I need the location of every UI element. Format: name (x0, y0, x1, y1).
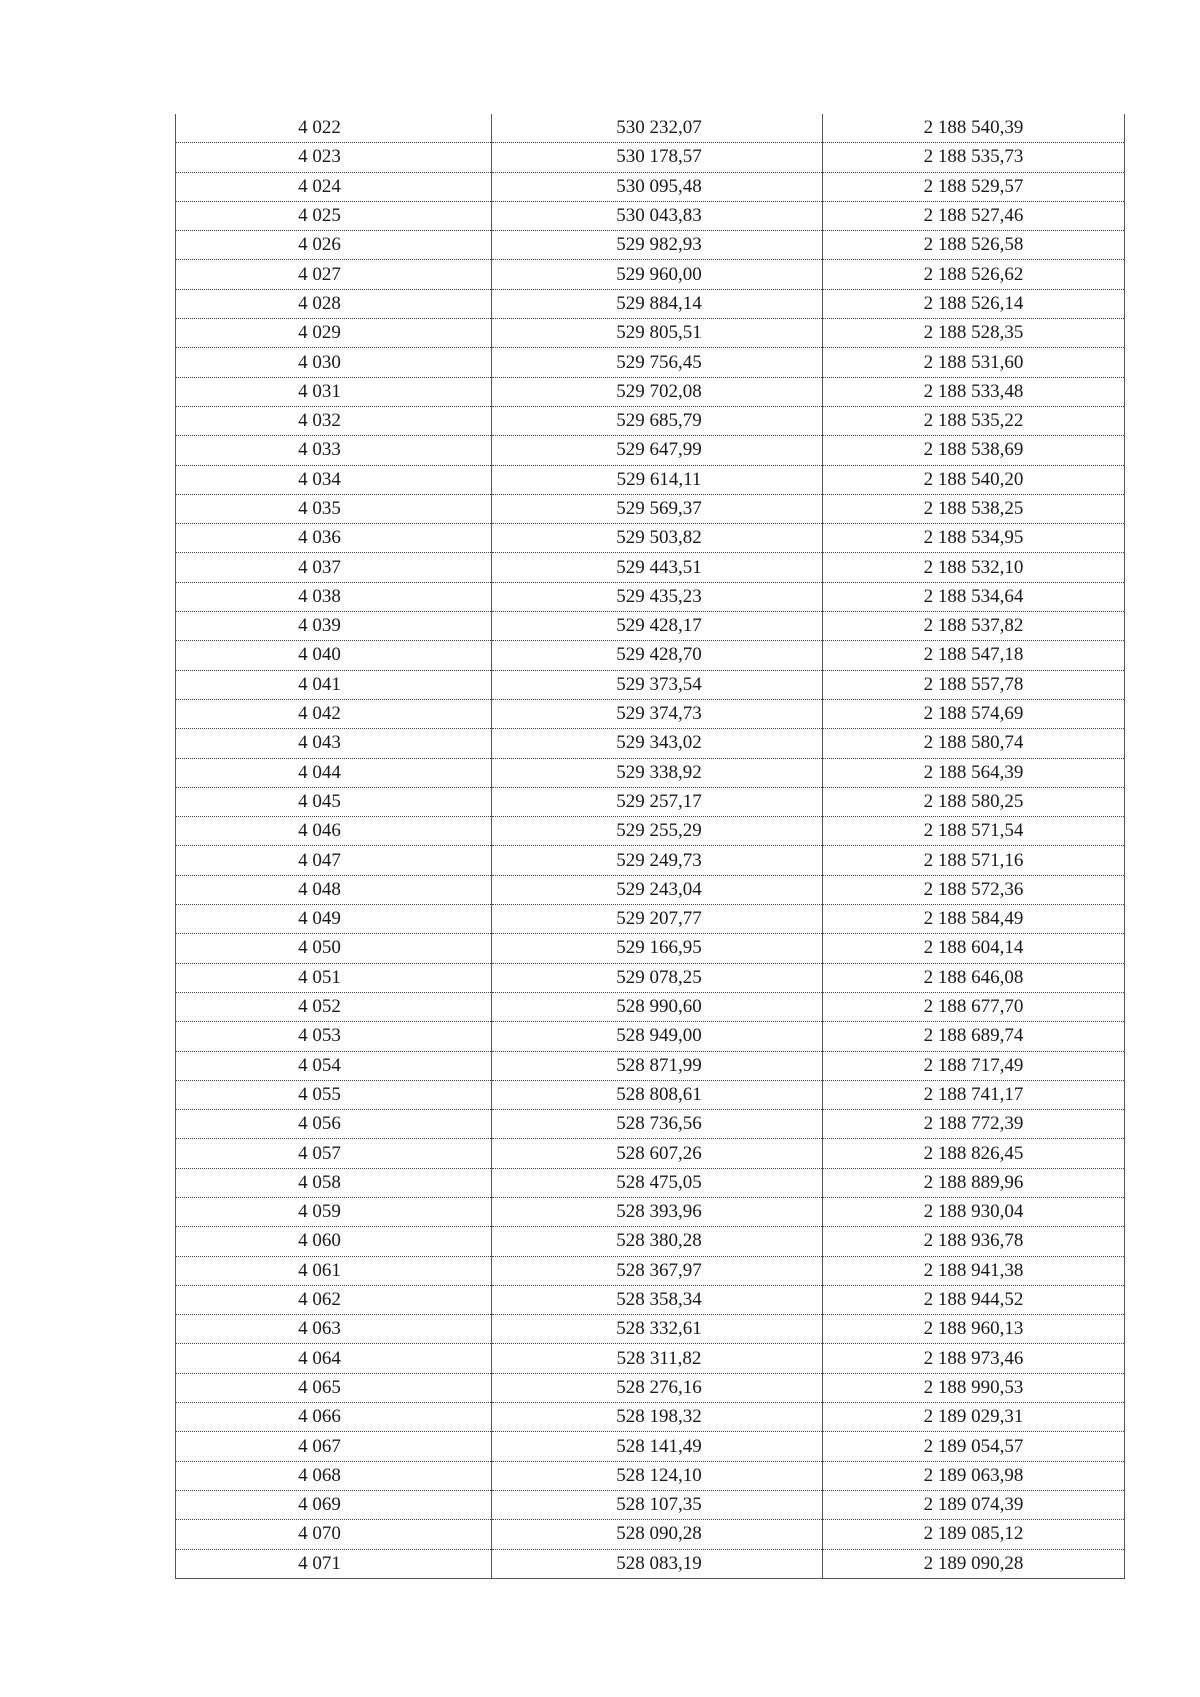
x-coordinate-cell: 528 736,56 (492, 1110, 823, 1139)
table-row (176, 260, 1125, 289)
x-coordinate-cell: 528 607,26 (492, 1139, 823, 1168)
point-number-cell: 4 044 (176, 758, 492, 787)
x-coordinate-cell: 529 257,17 (492, 787, 823, 816)
y-coordinate-cell: 2 188 547,18 (823, 641, 1125, 670)
point-number-cell: 4 025 (176, 201, 492, 230)
y-coordinate-cell: 2 188 540,20 (823, 465, 1125, 494)
y-coordinate-cell: 2 188 941,38 (823, 1256, 1125, 1285)
x-coordinate-cell: 528 949,00 (492, 1022, 823, 1051)
table-row (176, 1549, 1125, 1578)
x-coordinate-cell: 529 647,99 (492, 436, 823, 465)
coordinates-table (175, 114, 1125, 1579)
x-coordinate-cell: 530 043,83 (492, 201, 823, 230)
table-row (176, 582, 1125, 611)
x-coordinate-cell: 528 808,61 (492, 1080, 823, 1109)
point-number-cell: 4 065 (176, 1373, 492, 1402)
y-coordinate-cell: 2 188 534,95 (823, 524, 1125, 553)
table-row (176, 1403, 1125, 1432)
y-coordinate-cell: 2 188 540,39 (823, 114, 1125, 143)
x-coordinate-cell: 528 090,28 (492, 1520, 823, 1549)
x-coordinate-cell: 529 443,51 (492, 553, 823, 582)
y-coordinate-cell: 2 188 772,39 (823, 1110, 1125, 1139)
y-coordinate-cell: 2 188 572,36 (823, 875, 1125, 904)
table-row (176, 699, 1125, 728)
y-coordinate-cell: 2 188 535,73 (823, 143, 1125, 172)
table-row (176, 1520, 1125, 1549)
table-row (176, 348, 1125, 377)
y-coordinate-cell: 2 189 090,28 (823, 1549, 1125, 1578)
x-coordinate-cell: 528 871,99 (492, 1051, 823, 1080)
table-row (176, 641, 1125, 670)
y-coordinate-cell: 2 188 564,39 (823, 758, 1125, 787)
point-number-cell: 4 069 (176, 1490, 492, 1519)
table-row (176, 817, 1125, 846)
table-row (176, 1080, 1125, 1109)
point-number-cell: 4 066 (176, 1403, 492, 1432)
table-row (176, 231, 1125, 260)
table-row (176, 992, 1125, 1021)
x-coordinate-cell: 528 475,05 (492, 1168, 823, 1197)
point-number-cell: 4 029 (176, 319, 492, 348)
table-row (176, 905, 1125, 934)
y-coordinate-cell: 2 188 930,04 (823, 1197, 1125, 1226)
x-coordinate-cell: 529 338,92 (492, 758, 823, 787)
point-number-cell: 4 036 (176, 524, 492, 553)
x-coordinate-cell: 529 435,23 (492, 582, 823, 611)
x-coordinate-cell: 530 232,07 (492, 114, 823, 143)
x-coordinate-cell: 529 343,02 (492, 729, 823, 758)
table-row (176, 1256, 1125, 1285)
table-row (176, 787, 1125, 816)
y-coordinate-cell: 2 188 574,69 (823, 699, 1125, 728)
point-number-cell: 4 028 (176, 289, 492, 318)
table-row (176, 465, 1125, 494)
point-number-cell: 4 030 (176, 348, 492, 377)
table-row (176, 172, 1125, 201)
point-number-cell: 4 061 (176, 1256, 492, 1285)
point-number-cell: 4 071 (176, 1549, 492, 1578)
y-coordinate-cell: 2 188 717,49 (823, 1051, 1125, 1080)
point-number-cell: 4 063 (176, 1315, 492, 1344)
y-coordinate-cell: 2 188 534,64 (823, 582, 1125, 611)
x-coordinate-cell: 528 311,82 (492, 1344, 823, 1373)
table-row (176, 1373, 1125, 1402)
point-number-cell: 4 027 (176, 260, 492, 289)
y-coordinate-cell: 2 188 527,46 (823, 201, 1125, 230)
point-number-cell: 4 048 (176, 875, 492, 904)
x-coordinate-cell: 529 685,79 (492, 406, 823, 435)
x-coordinate-cell: 530 178,57 (492, 143, 823, 172)
point-number-cell: 4 058 (176, 1168, 492, 1197)
table-row (176, 934, 1125, 963)
table-row (176, 289, 1125, 318)
x-coordinate-cell: 529 166,95 (492, 934, 823, 963)
table-row (176, 875, 1125, 904)
table-row (176, 1315, 1125, 1344)
x-coordinate-cell: 528 141,49 (492, 1432, 823, 1461)
point-number-cell: 4 047 (176, 846, 492, 875)
point-number-cell: 4 062 (176, 1285, 492, 1314)
y-coordinate-cell: 2 188 526,62 (823, 260, 1125, 289)
y-coordinate-cell: 2 188 535,22 (823, 406, 1125, 435)
point-number-cell: 4 060 (176, 1227, 492, 1256)
point-number-cell: 4 040 (176, 641, 492, 670)
table-row (176, 406, 1125, 435)
table-row (176, 758, 1125, 787)
x-coordinate-cell: 529 374,73 (492, 699, 823, 728)
y-coordinate-cell: 2 188 532,10 (823, 553, 1125, 582)
table-row (176, 1344, 1125, 1373)
point-number-cell: 4 037 (176, 553, 492, 582)
y-coordinate-cell: 2 188 529,57 (823, 172, 1125, 201)
x-coordinate-cell: 528 367,97 (492, 1256, 823, 1285)
x-coordinate-cell: 528 332,61 (492, 1315, 823, 1344)
table-row (176, 846, 1125, 875)
point-number-cell: 4 031 (176, 377, 492, 406)
y-coordinate-cell: 2 188 526,14 (823, 289, 1125, 318)
y-coordinate-cell: 2 188 528,35 (823, 319, 1125, 348)
y-coordinate-cell: 2 188 584,49 (823, 905, 1125, 934)
x-coordinate-cell: 529 614,11 (492, 465, 823, 494)
point-number-cell: 4 053 (176, 1022, 492, 1051)
coordinates-table-body (176, 114, 1125, 1578)
x-coordinate-cell: 529 756,45 (492, 348, 823, 377)
point-number-cell: 4 050 (176, 934, 492, 963)
table-row (176, 1197, 1125, 1226)
point-number-cell: 4 068 (176, 1461, 492, 1490)
x-coordinate-cell: 530 095,48 (492, 172, 823, 201)
x-coordinate-cell: 528 107,35 (492, 1490, 823, 1519)
point-number-cell: 4 023 (176, 143, 492, 172)
x-coordinate-cell: 529 207,77 (492, 905, 823, 934)
x-coordinate-cell: 528 393,96 (492, 1197, 823, 1226)
y-coordinate-cell: 2 188 646,08 (823, 963, 1125, 992)
x-coordinate-cell: 529 255,29 (492, 817, 823, 846)
point-number-cell: 4 033 (176, 436, 492, 465)
x-coordinate-cell: 529 078,25 (492, 963, 823, 992)
y-coordinate-cell: 2 188 936,78 (823, 1227, 1125, 1256)
y-coordinate-cell: 2 188 990,53 (823, 1373, 1125, 1402)
table-row (176, 1110, 1125, 1139)
y-coordinate-cell: 2 188 571,54 (823, 817, 1125, 846)
table-row (176, 319, 1125, 348)
point-number-cell: 4 070 (176, 1520, 492, 1549)
y-coordinate-cell: 2 188 533,48 (823, 377, 1125, 406)
table-row (176, 1227, 1125, 1256)
y-coordinate-cell: 2 188 973,46 (823, 1344, 1125, 1373)
y-coordinate-cell: 2 189 074,39 (823, 1490, 1125, 1519)
x-coordinate-cell: 529 960,00 (492, 260, 823, 289)
x-coordinate-cell: 529 243,04 (492, 875, 823, 904)
y-coordinate-cell: 2 189 063,98 (823, 1461, 1125, 1490)
point-number-cell: 4 035 (176, 494, 492, 523)
table-row (176, 1022, 1125, 1051)
y-coordinate-cell: 2 188 526,58 (823, 231, 1125, 260)
point-number-cell: 4 057 (176, 1139, 492, 1168)
x-coordinate-cell: 528 990,60 (492, 992, 823, 1021)
y-coordinate-cell: 2 188 531,60 (823, 348, 1125, 377)
table-row (176, 1432, 1125, 1461)
y-coordinate-cell: 2 188 826,45 (823, 1139, 1125, 1168)
y-coordinate-cell: 2 188 538,25 (823, 494, 1125, 523)
y-coordinate-cell: 2 188 604,14 (823, 934, 1125, 963)
x-coordinate-cell: 529 982,93 (492, 231, 823, 260)
x-coordinate-cell: 528 083,19 (492, 1549, 823, 1578)
y-coordinate-cell: 2 188 538,69 (823, 436, 1125, 465)
table-row (176, 1285, 1125, 1314)
table-row (176, 143, 1125, 172)
table-row (176, 670, 1125, 699)
y-coordinate-cell: 2 188 537,82 (823, 612, 1125, 641)
point-number-cell: 4 046 (176, 817, 492, 846)
table-row (176, 1139, 1125, 1168)
x-coordinate-cell: 529 249,73 (492, 846, 823, 875)
point-number-cell: 4 059 (176, 1197, 492, 1226)
table-row (176, 1051, 1125, 1080)
point-number-cell: 4 045 (176, 787, 492, 816)
point-number-cell: 4 067 (176, 1432, 492, 1461)
table-row (176, 377, 1125, 406)
table-row (176, 612, 1125, 641)
y-coordinate-cell: 2 188 741,17 (823, 1080, 1125, 1109)
point-number-cell: 4 039 (176, 612, 492, 641)
point-number-cell: 4 052 (176, 992, 492, 1021)
y-coordinate-cell: 2 188 677,70 (823, 992, 1125, 1021)
table-row (176, 524, 1125, 553)
x-coordinate-cell: 529 805,51 (492, 319, 823, 348)
y-coordinate-cell: 2 188 889,96 (823, 1168, 1125, 1197)
x-coordinate-cell: 529 884,14 (492, 289, 823, 318)
y-coordinate-cell: 2 189 054,57 (823, 1432, 1125, 1461)
table-row (176, 553, 1125, 582)
y-coordinate-cell: 2 188 557,78 (823, 670, 1125, 699)
y-coordinate-cell: 2 188 944,52 (823, 1285, 1125, 1314)
point-number-cell: 4 022 (176, 114, 492, 143)
point-number-cell: 4 054 (176, 1051, 492, 1080)
x-coordinate-cell: 529 428,17 (492, 612, 823, 641)
x-coordinate-cell: 528 380,28 (492, 1227, 823, 1256)
y-coordinate-cell: 2 188 580,25 (823, 787, 1125, 816)
point-number-cell: 4 034 (176, 465, 492, 494)
table-row (176, 963, 1125, 992)
point-number-cell: 4 064 (176, 1344, 492, 1373)
table-row (176, 1490, 1125, 1519)
point-number-cell: 4 055 (176, 1080, 492, 1109)
table-row (176, 201, 1125, 230)
x-coordinate-cell: 529 503,82 (492, 524, 823, 553)
y-coordinate-cell: 2 188 571,16 (823, 846, 1125, 875)
x-coordinate-cell: 528 276,16 (492, 1373, 823, 1402)
table-row (176, 729, 1125, 758)
table-row (176, 436, 1125, 465)
table-row (176, 114, 1125, 143)
y-coordinate-cell: 2 188 580,74 (823, 729, 1125, 758)
y-coordinate-cell: 2 189 029,31 (823, 1403, 1125, 1432)
x-coordinate-cell: 528 124,10 (492, 1461, 823, 1490)
table-row (176, 1461, 1125, 1490)
table-row (176, 1168, 1125, 1197)
point-number-cell: 4 026 (176, 231, 492, 260)
y-coordinate-cell: 2 188 689,74 (823, 1022, 1125, 1051)
y-coordinate-cell: 2 189 085,12 (823, 1520, 1125, 1549)
x-coordinate-cell: 529 569,37 (492, 494, 823, 523)
x-coordinate-cell: 528 198,32 (492, 1403, 823, 1432)
point-number-cell: 4 038 (176, 582, 492, 611)
y-coordinate-cell: 2 188 960,13 (823, 1315, 1125, 1344)
point-number-cell: 4 041 (176, 670, 492, 699)
point-number-cell: 4 051 (176, 963, 492, 992)
x-coordinate-cell: 529 428,70 (492, 641, 823, 670)
table-row (176, 494, 1125, 523)
point-number-cell: 4 032 (176, 406, 492, 435)
point-number-cell: 4 042 (176, 699, 492, 728)
point-number-cell: 4 043 (176, 729, 492, 758)
point-number-cell: 4 024 (176, 172, 492, 201)
point-number-cell: 4 056 (176, 1110, 492, 1139)
x-coordinate-cell: 528 358,34 (492, 1285, 823, 1314)
x-coordinate-cell: 529 702,08 (492, 377, 823, 406)
point-number-cell: 4 049 (176, 905, 492, 934)
x-coordinate-cell: 529 373,54 (492, 670, 823, 699)
